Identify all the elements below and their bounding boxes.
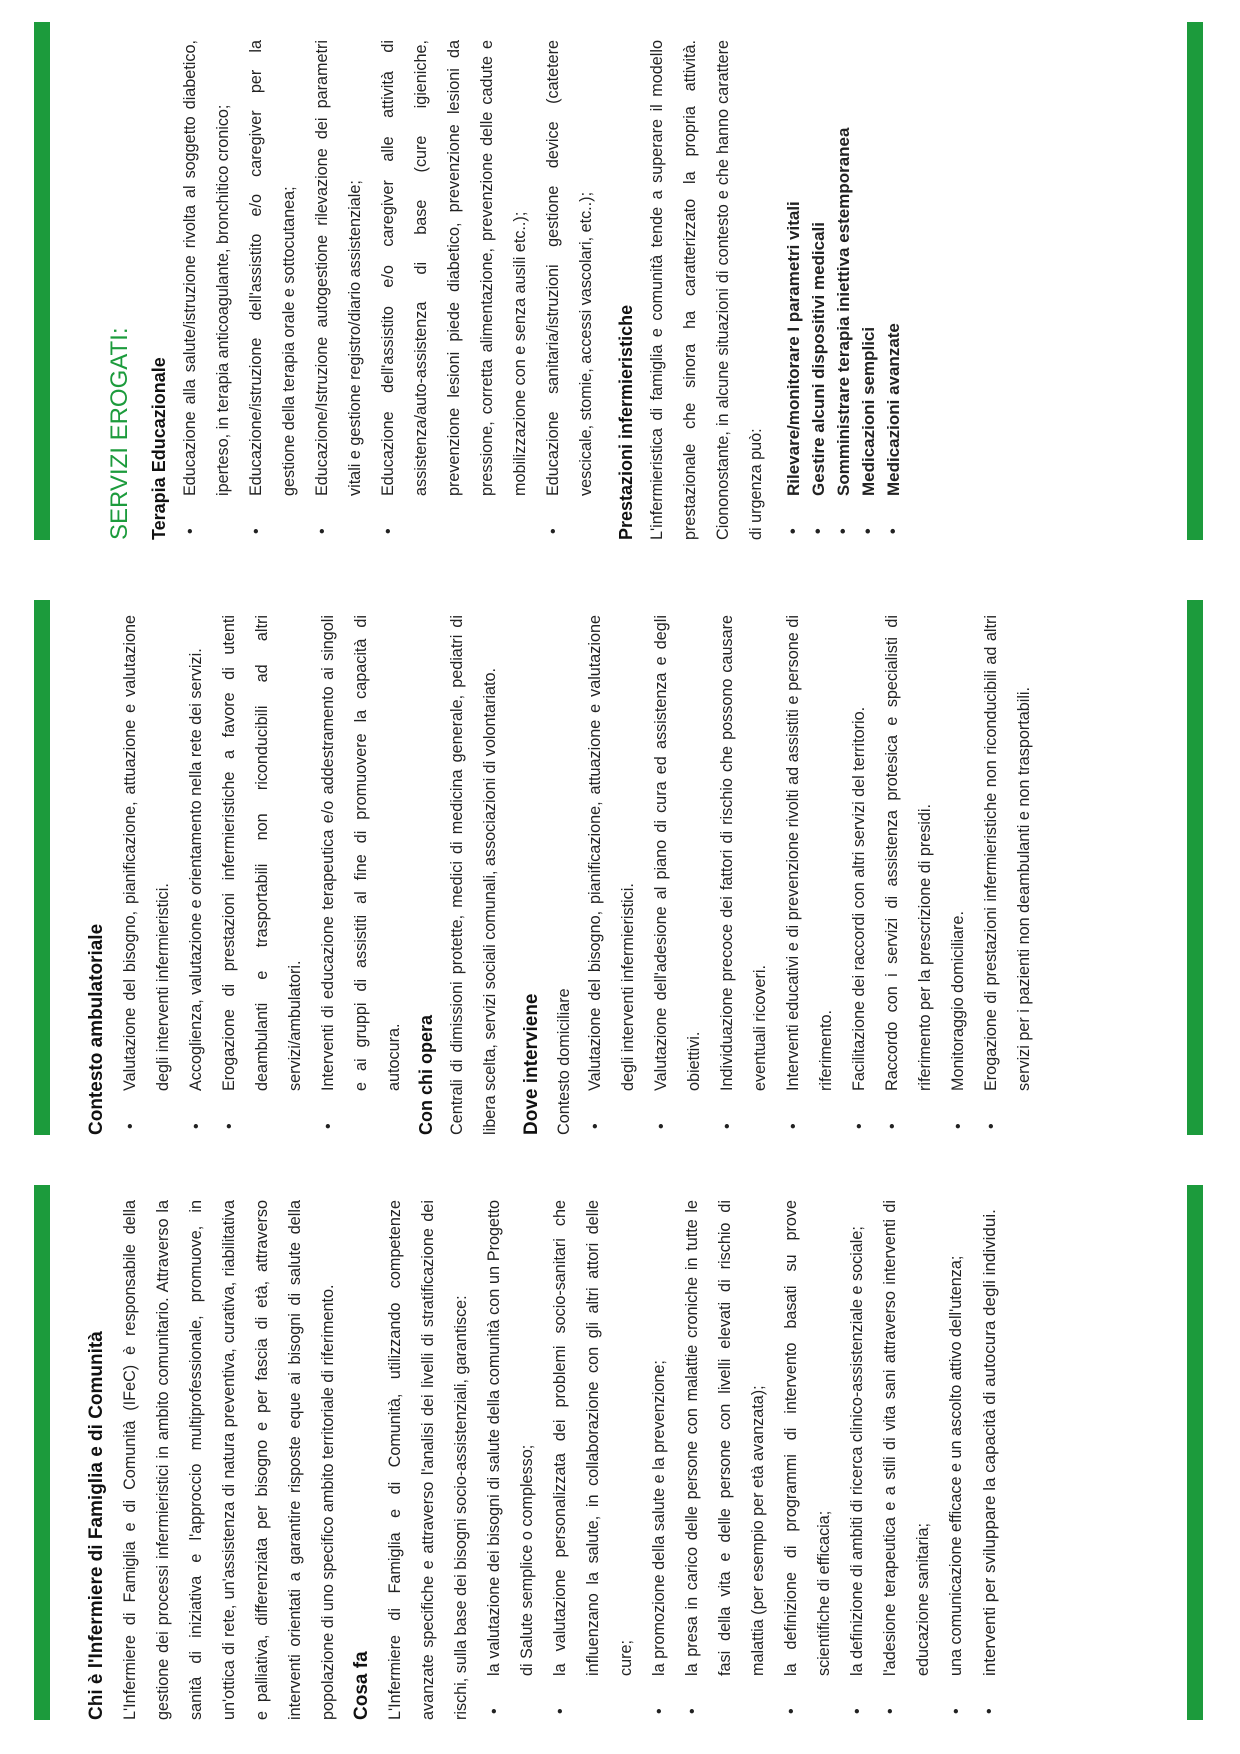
list-item: • la definizione di programmi di intervento basati su prove scientifiche di efficacia;: [775, 1200, 841, 1720]
ambulatoriale-list: [114, 615, 411, 1135]
list-item: • interventi per sviluppare la capacità di autocura degli individui.: [973, 1200, 1006, 1720]
domiciliare-list: [579, 615, 1041, 1135]
list-item: • Valutazione del bisogno, pianificazione, attuazione e valutazione degli interventi infermieristici.: [579, 615, 645, 1135]
list-item: • Interventi educativi e di prevenzione rivolti ad assistiti e persone di riferimento.: [777, 615, 843, 1135]
dove-interviene-title: Dove interviene: [521, 993, 542, 1135]
list-item: • Accoglienza, valutazione e orientamento nella rete dei servizi.: [180, 615, 213, 1135]
list-item: • la promozione della salute e la prevenzione;: [643, 1200, 676, 1720]
list-item: • Rilevare/monitorare I parametri vitali: [781, 40, 806, 540]
panel-chi-e: [80, 1200, 1170, 1720]
list-item: • Erogazione di prestazioni infermieristiche non riconducibili ad altri servizi per i pazienti non deambulanti e non trasportabili.: [975, 615, 1041, 1135]
list-item: • Individuazione precoce dei fattori di rischio che possono causare eventuali ricoveri.: [711, 615, 777, 1135]
list-item: • Valutazione del bisogno, pianificazione, attuazione e valutazione degli interventi infermieristici.: [114, 615, 180, 1135]
list-item: • una comunicazione efficace e un ascolto attivo dell'utenza;: [940, 1200, 973, 1720]
terapia-educazionale-title: Terapia Educazionale: [149, 357, 169, 540]
green-bar: [1187, 22, 1203, 540]
green-bar: [34, 22, 50, 540]
panel1-title: Chi è l'Infermiere di Famiglia e di Comunità: [86, 1331, 107, 1720]
list-item: • la valutazione personalizzata dei problemi socio-sanitari che influenzano la salute, in collaborazione con gli altri attori delle cure;: [544, 1200, 643, 1720]
green-bar: [34, 600, 50, 1135]
list-item: • Educazione/istruzione dell'assistito e/o caregiver per la gestione della terapia orale e sottocutanea;: [240, 40, 306, 540]
domiciliare-subtitle: Contesto domiciliare: [555, 988, 573, 1135]
prestazioni-title: Prestazioni infermieristiche: [616, 304, 636, 540]
green-bar: [1187, 600, 1203, 1135]
list-item: • Medicazioni avanzate: [881, 40, 906, 540]
cosa-fa-list: [478, 1200, 1006, 1720]
panel-servizi: [100, 40, 1170, 540]
list-item: • Monitoraggio domiciliare.: [942, 615, 975, 1135]
terapia-educazionale-list: [174, 40, 603, 540]
list-item: • Somministrare terapia iniettiva estemporanea: [831, 40, 856, 540]
panel-contesti: [80, 615, 1170, 1135]
list-item: • Interventi di educazione terapeutica e/o addestramento ai singoli e ai gruppi di assistiti al fine di promuovere la capacità di autocura.: [312, 615, 411, 1135]
cosa-fa-title: Cosa fa: [351, 1651, 372, 1720]
list-item: • la definizione di ambiti di ricerca clinico-assistenziale e sociale;: [841, 1200, 874, 1720]
list-item: • la presa in carico delle persone con malattie croniche in tutte le fasi della vita e delle persone con livelli elevati di rischio di malattia (per esempio per età avanzata);: [676, 1200, 775, 1720]
list-item: • Educazione dell'assistito e/o caregiver alle attività di assistenza/auto-assistenza di base (cure igieniche, prevenzione lesioni piede diabetico, prevenzione lesioni da pressione, corretta alimentazione, prevenzione delle cadute e mobilizzazione con e senza ausili etc..);: [372, 40, 537, 540]
green-bar: [34, 1185, 50, 1720]
panel1-intro: L'Infermiere di Famiglia e di Comunità (IFeC) è responsabile della gestione dei processi infermieristici in ambito comunitario. Attraverso la sanità di iniziativa e l'approccio multiprofessionale, promuove, in un'ottica di rete, un'assistenza di natura preventiva, curativa, riabilitativa e palliativa, differenziata per bisogno e per fascia di età, attraverso interventi orientati a garantire risposte eque ai bisogni di salute della popolazione di uno specifico ambito territoriale di riferimento.: [121, 1200, 337, 1720]
list-item: • Educazione/Istruzione autogestione rilevazione dei parametri vitali e gestione registro/diario assistenziale;: [306, 40, 372, 540]
list-item: • Valutazione dell'adesione al piano di cura ed assistenza e degli obiettivi.: [645, 615, 711, 1135]
list-item: • l'adesione terapeutica e a stili di vita sani attraverso interventi di educazione sanitaria;: [874, 1200, 940, 1720]
prestazioni-list: [781, 40, 906, 540]
list-item: • Medicazioni semplici: [856, 40, 881, 540]
green-bar: [1187, 1185, 1203, 1720]
list-item: • Gestire alcuni dispositivi medicali: [806, 40, 831, 540]
list-item: • Raccordo con i servizi di assistenza protesica e specialisti di riferimento per la prescrizione di presidi.: [876, 615, 942, 1135]
prestazioni-text: L'infermieristica di famiglia e comunità tende a superare il modello prestazionale che sinora ha caratterizzato la propria attività. Ciononostante, in alcune situazioni di contesto e che hanno carattere di urgenza può:: [648, 40, 765, 540]
list-item: • Educazione sanitaria/istruzioni gestione device (catetere vescicale, stomie, accessi vascolari, etc..);: [537, 40, 603, 540]
ambulatoriale-title: Contesto ambulatoriale: [86, 923, 107, 1135]
list-item: • la valutazione dei bisogni di salute della comunità con un Progetto di Salute semplice o complesso;: [478, 1200, 544, 1720]
servizi-erogati-title: SERVIZI EROGATI:: [106, 327, 133, 540]
con-chi-opera-text: Centrali di dimissioni protette, medici di medicina generale, pediatri di libera scelta, servizi sociali comunali, associazioni di volontariato.: [448, 615, 499, 1135]
list-item: • Educazione alla salute/istruzione rivolta al soggetto diabetico, iperteso, in terapia anticoagulante, bronchitico cronico;: [174, 40, 240, 540]
con-chi-opera-title: Con chi opera: [416, 1014, 436, 1135]
list-item: • Facilitazione dei raccordi con altri servizi del territorio.: [843, 615, 876, 1135]
cosa-fa-intro: L'Infermiere di Famiglia e di Comunità, utilizzando competenze avanzate specifiche e attraverso l'analisi dei livelli di stratificazione dei rischi, sulla base dei bisogni socio-assistenziali, garantisce:: [386, 1200, 470, 1720]
list-item: • Erogazione di prestazioni infermieristiche a favore di utenti deambulanti e trasportabili non riconducibili ad altri servizi/ambulatori.: [213, 615, 312, 1135]
